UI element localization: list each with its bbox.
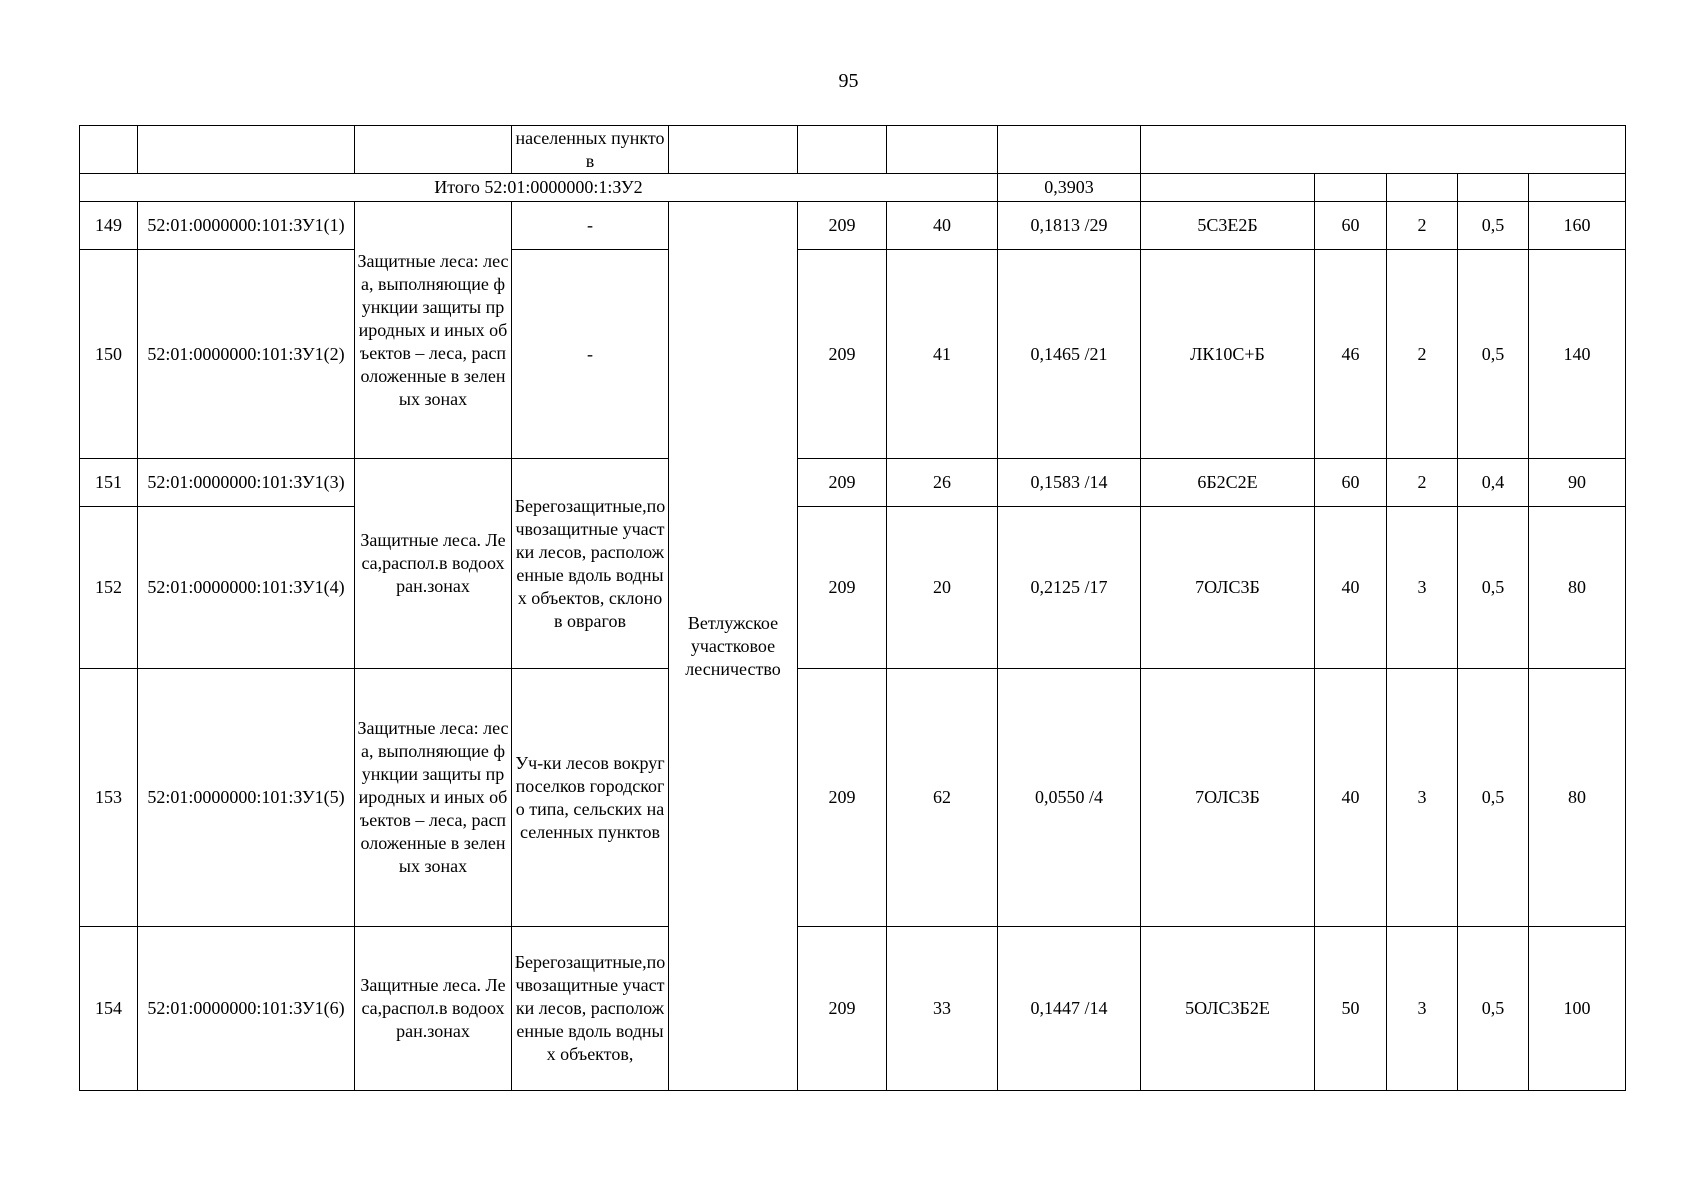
cadastral-number: 52:01:0000000:101:ЗУ1(3) (138, 459, 355, 507)
cadastral-number: 52:01:0000000:101:ЗУ1(2) (138, 250, 355, 459)
land-plots-table (79, 125, 1626, 1091)
area: 0,1583 /14 (998, 459, 1141, 507)
purpose-cell: Берегозащитные,почвозащитные участки лесов, расположенные вдоль водных объектов, (512, 927, 669, 1091)
bonitet: 3 (1387, 507, 1458, 669)
row-number: 152 (80, 507, 138, 669)
cell-empty (80, 126, 138, 174)
age: 46 (1315, 250, 1387, 459)
stock: 100 (1529, 927, 1626, 1091)
row-number: 153 (80, 669, 138, 927)
density: 0,5 (1458, 202, 1529, 250)
cell-empty (1387, 174, 1458, 202)
row-number: 149 (80, 202, 138, 250)
table-row (80, 202, 1626, 250)
area: 0,1813 /29 (998, 202, 1141, 250)
cell-empty (355, 126, 512, 174)
area: 0,2125 /17 (998, 507, 1141, 669)
composition: 7ОЛС3Б (1141, 669, 1315, 927)
kvartal: 209 (798, 459, 887, 507)
total-area: 0,3903 (998, 174, 1141, 202)
cadastral-number: 52:01:0000000:101:ЗУ1(5) (138, 669, 355, 927)
composition: 6Б2С2Е (1141, 459, 1315, 507)
age: 60 (1315, 202, 1387, 250)
forest-category: Защитные леса: леса, выполняющие функции защиты природных и иных объектов – леса, расположенные в зеленых зонах (355, 202, 512, 459)
composition: 5ОЛС3Б2Е (1141, 927, 1315, 1091)
kvartal: 209 (798, 250, 887, 459)
area: 0,1465 /21 (998, 250, 1141, 459)
density: 0,5 (1458, 669, 1529, 927)
table-row (80, 459, 1626, 507)
vydel: 20 (887, 507, 998, 669)
composition: ЛК10С+Б (1141, 250, 1315, 459)
table-row (80, 669, 1626, 927)
kvartal: 209 (798, 202, 887, 250)
bonitet: 2 (1387, 202, 1458, 250)
page-number: 95 (838, 70, 859, 92)
purpose-cell: - (512, 250, 669, 459)
area: 0,0550 /4 (998, 669, 1141, 927)
age: 40 (1315, 507, 1387, 669)
purpose-cell: Берегозащитные,почвозащитные участки лесов, расположенные вдоль водных объектов, склонов оврагов (512, 459, 669, 669)
bonitet: 2 (1387, 250, 1458, 459)
cell-empty (887, 126, 998, 174)
kvartal: 209 (798, 927, 887, 1091)
vydel: 62 (887, 669, 998, 927)
cell-empty (798, 126, 887, 174)
area: 0,1447 /14 (998, 927, 1141, 1091)
bonitet: 3 (1387, 669, 1458, 927)
stock: 90 (1529, 459, 1626, 507)
cell-empty (998, 126, 1141, 174)
table-row (80, 250, 1626, 459)
forestry-name: Ветлужское участковое лесничество (669, 202, 798, 1091)
kvartal: 209 (798, 669, 887, 927)
age: 40 (1315, 669, 1387, 927)
stock: 80 (1529, 507, 1626, 669)
purpose-cell: - (512, 202, 669, 250)
stock: 80 (1529, 669, 1626, 927)
forest-category: Защитные леса: леса, выполняющие функции защиты природных и иных объектов – леса, расположенные в зеленых зонах (355, 669, 512, 927)
composition: 7ОЛС3Б (1141, 507, 1315, 669)
density: 0,5 (1458, 927, 1529, 1091)
cadastral-number: 52:01:0000000:101:ЗУ1(1) (138, 202, 355, 250)
vydel: 41 (887, 250, 998, 459)
bonitet: 2 (1387, 459, 1458, 507)
kvartal: 209 (798, 507, 887, 669)
forest-category: Защитные леса. Леса,распол.в водоохран.зонах (355, 927, 512, 1091)
vydel: 33 (887, 927, 998, 1091)
cadastral-number: 52:01:0000000:101:ЗУ1(4) (138, 507, 355, 669)
row-number: 150 (80, 250, 138, 459)
cell-empty (1458, 174, 1529, 202)
stock: 140 (1529, 250, 1626, 459)
total-label: Итого 52:01:0000000:1:ЗУ2 (80, 174, 998, 202)
cell-empty (1141, 174, 1315, 202)
vydel: 26 (887, 459, 998, 507)
purpose-cell: населенных пунктов (512, 126, 669, 174)
age: 60 (1315, 459, 1387, 507)
forest-category: Защитные леса. Леса,распол.в водоохран.зонах (355, 459, 512, 669)
cell-empty (138, 126, 355, 174)
age: 50 (1315, 927, 1387, 1091)
composition: 5С3Е2Б (1141, 202, 1315, 250)
density: 0,4 (1458, 459, 1529, 507)
cell-empty (1315, 174, 1387, 202)
cell-empty (1141, 126, 1626, 174)
table-row (80, 927, 1626, 1091)
table-row (80, 507, 1626, 669)
cadastral-number: 52:01:0000000:101:ЗУ1(6) (138, 927, 355, 1091)
cell-empty (669, 126, 798, 174)
vydel: 40 (887, 202, 998, 250)
cell-empty (1529, 174, 1626, 202)
continuation-row (80, 126, 1626, 174)
purpose-cell: Уч-ки лесов вокруг поселков городского типа, сельских населенных пунктов (512, 669, 669, 927)
bonitet: 3 (1387, 927, 1458, 1091)
density: 0,5 (1458, 507, 1529, 669)
row-number: 151 (80, 459, 138, 507)
density: 0,5 (1458, 250, 1529, 459)
row-number: 154 (80, 927, 138, 1091)
stock: 160 (1529, 202, 1626, 250)
total-row (80, 174, 1626, 202)
